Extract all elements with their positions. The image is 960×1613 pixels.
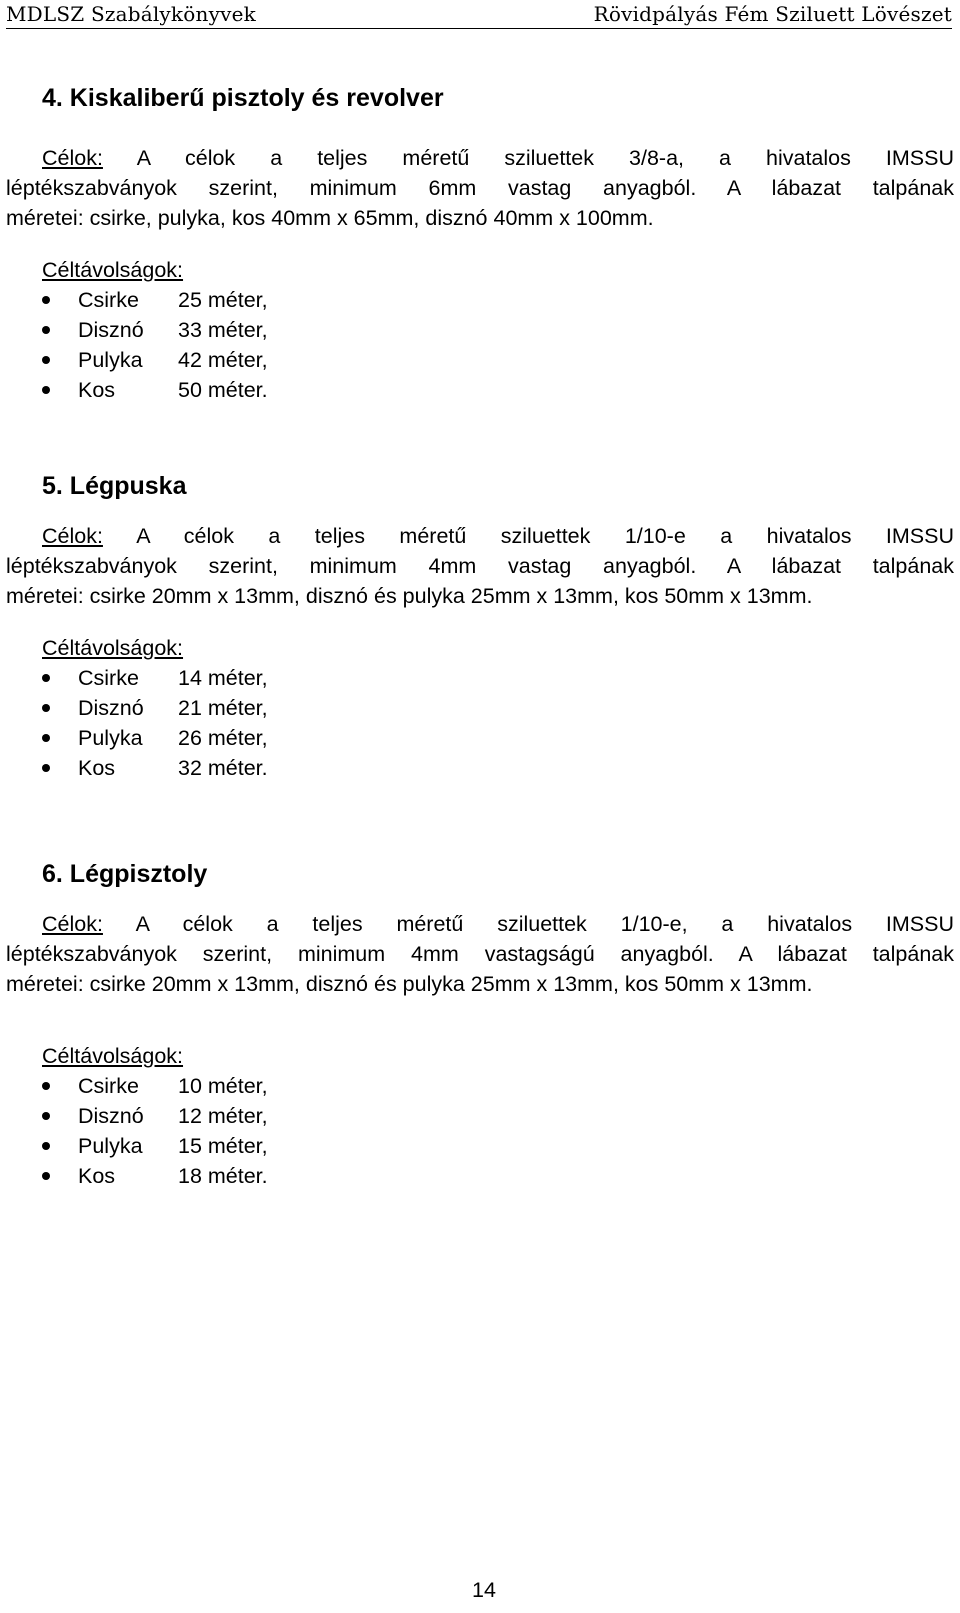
bullet-icon: [42, 386, 50, 394]
bullet-icon: [42, 1112, 50, 1120]
targets-line-1: Célok: A célok a teljes méretű sziluettek 1/10-e, a hivatalos IMSSU: [42, 912, 954, 936]
bullet-icon: [42, 1172, 50, 1180]
targets-line-3: méretei: csirke 20mm x 13mm, disznó és pulyka 25mm x 13mm, kos 50mm x 13mm.: [6, 972, 813, 996]
bullet-icon: [42, 356, 50, 364]
header-right-title: Rövidpályás Fém Sziluett Lövészet: [593, 2, 952, 26]
targets-line-1: Célok: A célok a teljes méretű sziluettek 3/8-a, a hivatalos IMSSU: [42, 146, 954, 170]
distances-label: Céltávolságok:: [42, 258, 184, 282]
bullet-icon: [42, 296, 50, 304]
targets-line-3: méretei: csirke, pulyka, kos 40mm x 65mm, disznó 40mm x 100mm.: [6, 206, 654, 230]
section-title: 6. Légpisztoly: [42, 860, 208, 888]
bullet-icon: [42, 674, 50, 682]
distances-label: Céltávolságok:: [42, 636, 184, 660]
bullet-icon: [42, 1082, 50, 1090]
page-number: 14: [472, 1578, 496, 1602]
distances-label: Céltávolságok:: [42, 1044, 184, 1068]
header-left-title: MDLSZ Szabálykönyvek: [6, 2, 256, 26]
targets-line-1: Célok: A célok a teljes méretű sziluettek 1/10-e a hivatalos IMSSU: [42, 524, 954, 548]
bullet-icon: [42, 734, 50, 742]
targets-paragraph: [6, 521, 954, 611]
targets-line-2: léptékszabványok szerint, minimum 4mm vastag anyagból. A lábazat talpának: [6, 554, 954, 578]
section-title: 5. Légpuska: [42, 472, 187, 500]
targets-label: Célok:: [42, 912, 103, 936]
targets-line-2: léptékszabványok szerint, minimum 6mm vastag anyagból. A lábazat talpának: [6, 176, 954, 200]
bullet-icon: [42, 1142, 50, 1150]
targets-paragraph: [6, 143, 954, 233]
targets-line-2: léptékszabványok szerint, minimum 4mm vastagságú anyagból. A lábazat talpának: [6, 942, 954, 966]
targets-label: Célok:: [42, 524, 103, 548]
bullet-icon: [42, 764, 50, 772]
section-title: 4. Kiskaliberű pisztoly és revolver: [42, 84, 444, 112]
targets-paragraph: [6, 909, 954, 999]
bullet-icon: [42, 704, 50, 712]
targets-line-3: méretei: csirke 20mm x 13mm, disznó és pulyka 25mm x 13mm, kos 50mm x 13mm.: [6, 584, 813, 608]
bullet-icon: [42, 326, 50, 334]
page-header: [6, 2, 952, 29]
targets-label: Célok:: [42, 146, 103, 170]
